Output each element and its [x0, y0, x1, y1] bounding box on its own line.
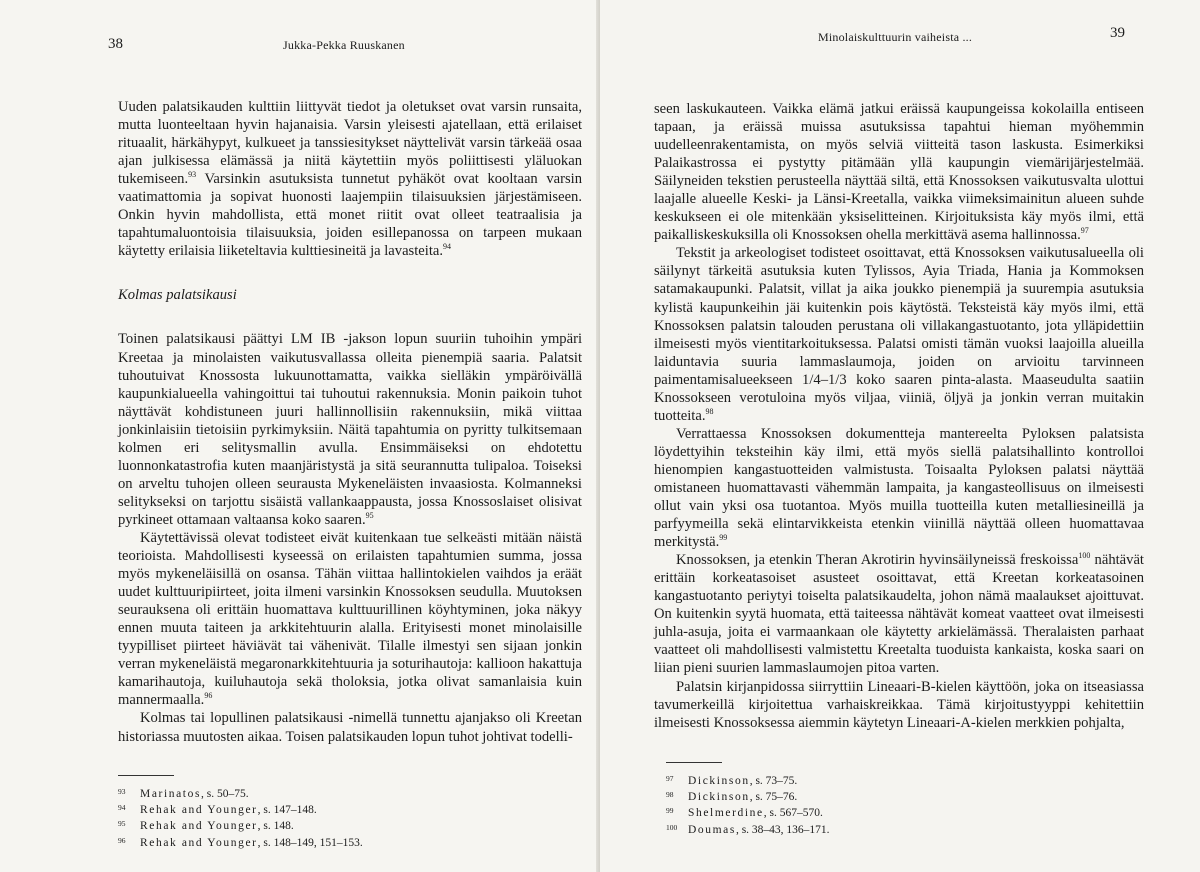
footnote-author: Doumas — [688, 823, 736, 836]
paragraph-text: Toinen palatsikausi päättyi LM IB -jakson lopun suuriin tuhoihin ympäri Kreetaa ja minolaisten vaikutusvallassa olleita pienempiä saaria. Palatsit tuhoutuivat Knossosta lukuunottamatta, vaikka sielläkin ympäröivällä kaupunkialueella vahingoittui tai tuhoutui rakennuksia. Monin paikoin tuhot näyttävät kohdistuneen juuri hallinnollisiin rakennuksiin, mikä viittaa jonkinlaisiin tietoisiin pyrkimyksiin. Näitä tapahtumia on pyritty tulkitsemaan kolmen eri selitysmallin avulla. Ensimmäiseksi on ehdotettu luonnonkatastrofia kuten maanjäristystä ja sitä seurannutta tulipaloa. Toiseksi on arveltu tuhojen olleen seurausta Mykeneläisten invaasiosta. Kolmanneksi selitykseksi on tarjottu sisäistä vallankaappausta, jossa Knossoslaiset olisivat pyrkineet ottamaan valtaansa koko saaren. — [118, 331, 582, 528]
left-footnotes — [118, 785, 363, 850]
footnote-ref-text: , s. 148–149, 151–153. — [257, 836, 363, 849]
footnote — [118, 817, 363, 833]
footnote-divider — [118, 775, 174, 776]
footnote-number: 94 — [118, 803, 126, 813]
paragraph-text: Kolmas tai lopullinen palatsikausi -nimellä tunnettu ajanjakso oli Kreetan historiassa muutosten aikaa. Toisen palatsikauden lopun tuhot johtivat todelli- — [118, 710, 582, 745]
paragraph-text: Uuden palatsikauden kulttiin liittyvät tiedot ja oletukset ovat varsin runsaita, mutta luonteeltaan hyvin hajanaisia. Varsin yleisesti ajatellaan, että erilaiset rituaalit, härkähypyt, kulkueet ja tanssiesitykset näyttelivät varsin tärkeää osaa ajan julkisessa elämässä ja niitä käytettiin myös poliittisesti yläluokan tukemiseen. — [118, 99, 582, 188]
paragraph — [118, 529, 582, 709]
footnote-ref: 95 — [365, 510, 374, 520]
right-page-number: 39 — [1110, 25, 1125, 41]
footnote-ref: 94 — [443, 242, 451, 252]
footnote — [666, 788, 830, 804]
footnote — [118, 834, 363, 850]
paragraph-text: nähtävät erittäin korkeatasoiset asusteet osoittavat, että Kreetan korkeatasoinen kangastuotanto periytyi toiselta palatsikaudelta, johon nämä maalaukset ajoittuvat. On kuitenkin syytä huomata, että taiteessa nähtävät komeat vaatteet ovat ilmeisesti juhla-asuja, joita ei varmaankaan ole käytetty arkielämässä. Theralaisten parhaat vaatteet oli mahdollisesti valmistettu Kreetalta tuoduista kankaista, koska saari on liian pieni suurien lammaslaumojen pitoa varten. — [654, 552, 1144, 677]
footnote-ref-text: , s. 148. — [257, 820, 294, 833]
paragraph-text: Palatsin kirjanpidossa siirryttiin Lineaari-B-kielen käyttöön, joka on itseasiassa tavumerkeillä kirjoitettua varhaiskreikkaa. Tämä kirjoitustyyppi kehitettiin ilmeisesti Knossoksessa aiemmin käytetyn Lineaari-A-kielen merkkien pohjalta, — [654, 678, 1144, 731]
footnote-author: Marinatos — [140, 788, 202, 800]
footnote-author: Shelmerdine — [688, 807, 764, 820]
footnote-number: 99 — [666, 806, 674, 816]
footnote-author: Dickinson — [688, 791, 750, 804]
section-title: Kolmas palatsikausi — [118, 287, 237, 304]
footnote-ref: 93 — [188, 170, 197, 180]
paragraph-text: Tekstit ja arkeologiset todisteet osoittavat, että Knossoksen vaikutusalueella oli säilynyt tärkeitä asutuksia kuten Tylissos, Ayia Triada, Hania ja Kommoksen satamakaupunki. Palatsit, villat ja aika joukko pienempiä ja suurempia asutuksia kylistä kaupunkeihin jäi kuitenkin pois käytöstä. Teksteistä käy myös ilmi, että Knossoksen palatsin talouden perustana oli villakangastuotanto, jota ylläpidettiin ilmeisesti myös vientitarkoituksessa. Palatsi omisti tämän vuoksi laajoilla alueilla laiduntavia suuria lammaslaumoja, joiden on arvioitu tarvinneen paimentamisalueekseen 1/4–1/3 koko saaren pinta-alasta. Maaseudulta saatiin Knossokseen verotuloina myös viljaa, viiniä, öljyä ja jonkin verran muitakin tuotteita. — [654, 245, 1144, 424]
footnote-author: Dickinson — [688, 775, 750, 787]
footnote-ref-text: , s. 75–76. — [749, 791, 798, 804]
right-body-text — [654, 100, 1144, 732]
paragraph — [654, 425, 1144, 551]
paragraph — [118, 98, 582, 260]
paragraph — [654, 100, 1144, 244]
footnote-number: 95 — [118, 819, 126, 829]
footnote — [666, 804, 830, 820]
footnote-ref-text: , s. 73–75. — [749, 775, 798, 787]
footnote — [118, 785, 363, 801]
footnote-number: 100 — [666, 822, 678, 832]
paragraph-text: Käytettävissä olevat todisteet eivät kuitenkaan tue selkeästi mitään näistä teorioista. Mahdollisesti kyseessä on erilaisten tapahtumien summa, jossa myös mykeneläisillä on osansa. Tähän viittaa hallintokielen vaihdos ja eräät uudet kulttuuripiirteet, joita ilmeni varsinkin Knossoksen seudulla. Muutoksen seurauksena oli erittäin huomattava kulttuurillinen köyhtyminen, joka näkyy ennen muuta taiteen ja arkkitehtuurin alalla. Erityisesti monet minolaisille tyypilliset piirteet häviävät tai vähenivät. Tilalle ilmestyi sen sijaan jonkin verran mykeneläistä megaronarkkitehtuuria ja soturihautoja: kallioon hakattuja kamarihautoja, kuiluhautoja sekä tholoksia, jotka olivat samanlaisia kuin mannermaalla. — [118, 529, 582, 709]
footnote-ref: 96 — [204, 691, 213, 701]
footnote-ref-text: , s. 567–570. — [763, 807, 823, 820]
footnote — [118, 801, 363, 817]
footnote-number: 93 — [118, 787, 126, 796]
footnote-author: Rehak and Younger — [140, 836, 258, 849]
left-running-head: Jukka-Pekka Ruuskanen — [283, 38, 405, 52]
right-footnotes — [666, 772, 830, 837]
footnote-ref: 100 — [1078, 551, 1091, 561]
footnote-ref-text: , s. 38–43, 136–171. — [735, 823, 830, 836]
paragraph-text: Verrattaessa Knossoksen dokumentteja mantereelta Pyloksen palatsista löydettyihin teksteihin käy ilmi, että myös siellä palatsihallinto kontrolloi hienompien kangastuotteiden valmistusta. Toisaalta Pyloksen palatsi näyttää omistaneen huomattavasti vähemmän lampaita, ja kangasteollisuus on ilmeisesti ollut vain yksi osa tuotantoa. Myös muilla tuotteilla kuten metalliesineillä ja parfyymeilla sekä elintarvikkeista etenkin viinillä näyttää olleen huomattavaa merkitystä. — [654, 425, 1144, 551]
footnote-author: Rehak and Younger — [140, 804, 258, 817]
footnote-author: Rehak and Younger — [140, 820, 258, 833]
footnote-ref: 99 — [719, 533, 728, 543]
left-body-text — [118, 98, 582, 746]
footnote-number: 97 — [666, 774, 674, 783]
paragraph — [654, 244, 1144, 424]
paragraph — [654, 551, 1144, 677]
paragraph — [118, 709, 582, 745]
paragraph-text: Varsinkin asutuksista tunnetut pyhäköt ovat kooltaan varsin vaatimattomia ja sopivat huonosti laajempiin tilaisuuksien järjestämiseen. Onkin hyvin mahdollista, että monet riitit ovat olleet teatraalisia ja tapahtumaluontoisia tilaisuuksia, joiden esillepanossa on tarpeen mukaan käytetty erilaisia liiketeltavia kulttiesineitä ja lavasteita. — [118, 171, 582, 260]
paragraph-text: seen laskukauteen. Vaikka elämä jatkui eräissä kaupungeissa kokolailla entiseen tapaan, ja eräissä muissa asutuksissa tapahtui hieman myöhemmin uudelleenrakentamista, on myös selviä viitteitä tason laskusta. Esimerkiksi Palaikastrossa ei pystytty pitämään yllä kaupungin viemärijärjestelmää. Säilyneiden tekstien perusteella näyttää siltä, että Knossoksen vaikutusvalta ulottui laajalle alueelle Keski- ja Länsi-Kreetalla, vaikka viimeksimainitun alueen suhde keskukseen ei ole mitenkään yksiselitteinen. Kirjoituksista käy myös ilmi, että paikalliskeskuksilla oli Knossoksen ohella merkittävä asema hallinnossa. — [654, 101, 1144, 244]
footnote — [666, 821, 830, 837]
paragraph-text: Knossoksen, ja etenkin Theran Akrotirin hyvinsäilyneissä freskoissa — [676, 552, 1079, 569]
paragraph — [118, 330, 582, 529]
footnote-ref-text: , s. 147–148. — [257, 804, 317, 817]
footnote — [666, 772, 830, 788]
right-running-head: Minolaiskulttuurin vaiheista ... — [818, 30, 973, 44]
footnote-ref: 97 — [1080, 226, 1089, 236]
footnote-number: 98 — [666, 790, 674, 800]
footnote-ref-text: , s. 50–75. — [201, 788, 249, 800]
footnote-number: 96 — [118, 835, 126, 845]
right-page — [600, 0, 1200, 872]
paragraph — [654, 678, 1144, 732]
footnote-divider — [666, 762, 722, 763]
left-page-number: 38 — [108, 36, 123, 52]
footnote-ref: 98 — [705, 406, 714, 416]
